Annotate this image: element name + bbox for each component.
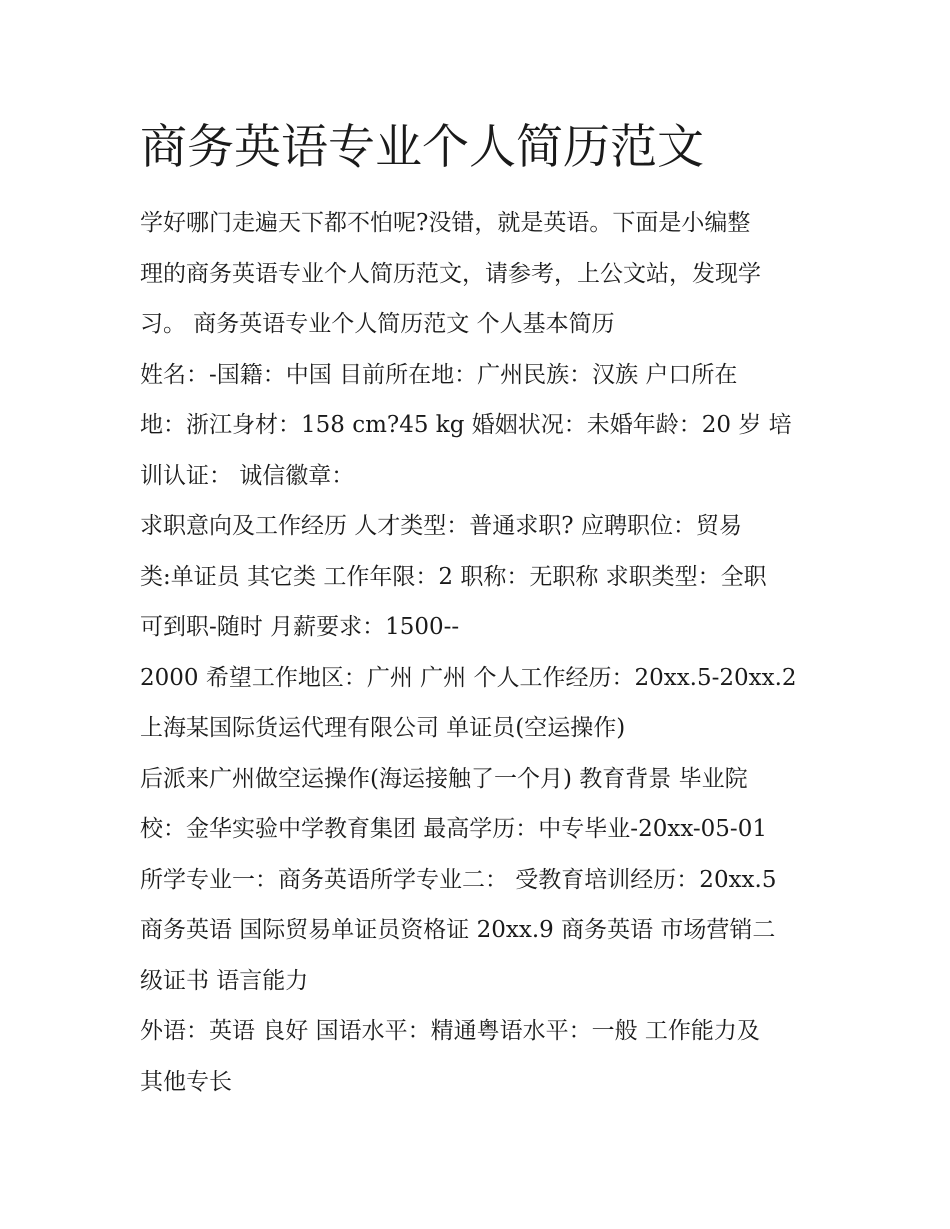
body-line: 求职意向及工作经历 人才类型：普通求职? 应聘职位：贸易 <box>140 513 742 539</box>
body-line: 地：浙江身材：158 cm?45 kg 婚姻状况：未婚年龄：20 岁 培 <box>140 412 792 438</box>
body-line: 训认证： 诚信徽章： <box>140 462 355 489</box>
body-line: 校：金华实验中学教育集团 最高学历：中专毕业-20xx-05-01 <box>140 816 767 842</box>
body-line: 姓名：-国籍：中国 目前所在地：广州民族：汉族 户口所在 <box>140 361 738 388</box>
body-line: 级证书 语言能力 <box>140 967 309 994</box>
body-line: 所学专业一：商务英语所学专业二： 受教育培训经历：20xx.5 <box>140 866 777 893</box>
page-title: 商务英语专业个人简历范文 <box>140 120 704 175</box>
body-line: 类:单证员 其它类 工作年限：2 职称：无职称 求职类型：全职 <box>140 563 767 590</box>
document-body <box>140 200 830 1109</box>
body-line: 2000 希望工作地区：广州 广州 个人工作经历：20xx.5-20xx.2 <box>140 664 797 691</box>
body-line: 外语：英语 良好 国语水平：精通粤语水平：一般 工作能力及 <box>140 1018 760 1044</box>
body-line: 可到职-随时 月薪要求：1500-- <box>140 614 460 640</box>
body-line: 理的商务英语专业个人简历范文，请参考，上公文站，发现学 <box>140 260 761 287</box>
body-line: 习。 商务英语专业个人简历范文 个人基本简历 <box>140 311 615 337</box>
body-line: 其他专长 <box>140 1068 232 1095</box>
body-line: 后派来广州做空运操作(海运接触了一个月) 教育背景 毕业院 <box>140 765 748 792</box>
body-line: 学好哪门走遍天下都不怕呢?没错，就是英语。下面是小编整 <box>140 210 751 236</box>
body-line: 上海某国际货运代理有限公司 单证员(空运操作) <box>140 715 626 741</box>
body-line: 商务英语 国际贸易单证员资格证 20xx.9 商务英语 市场营销二 <box>140 917 776 943</box>
